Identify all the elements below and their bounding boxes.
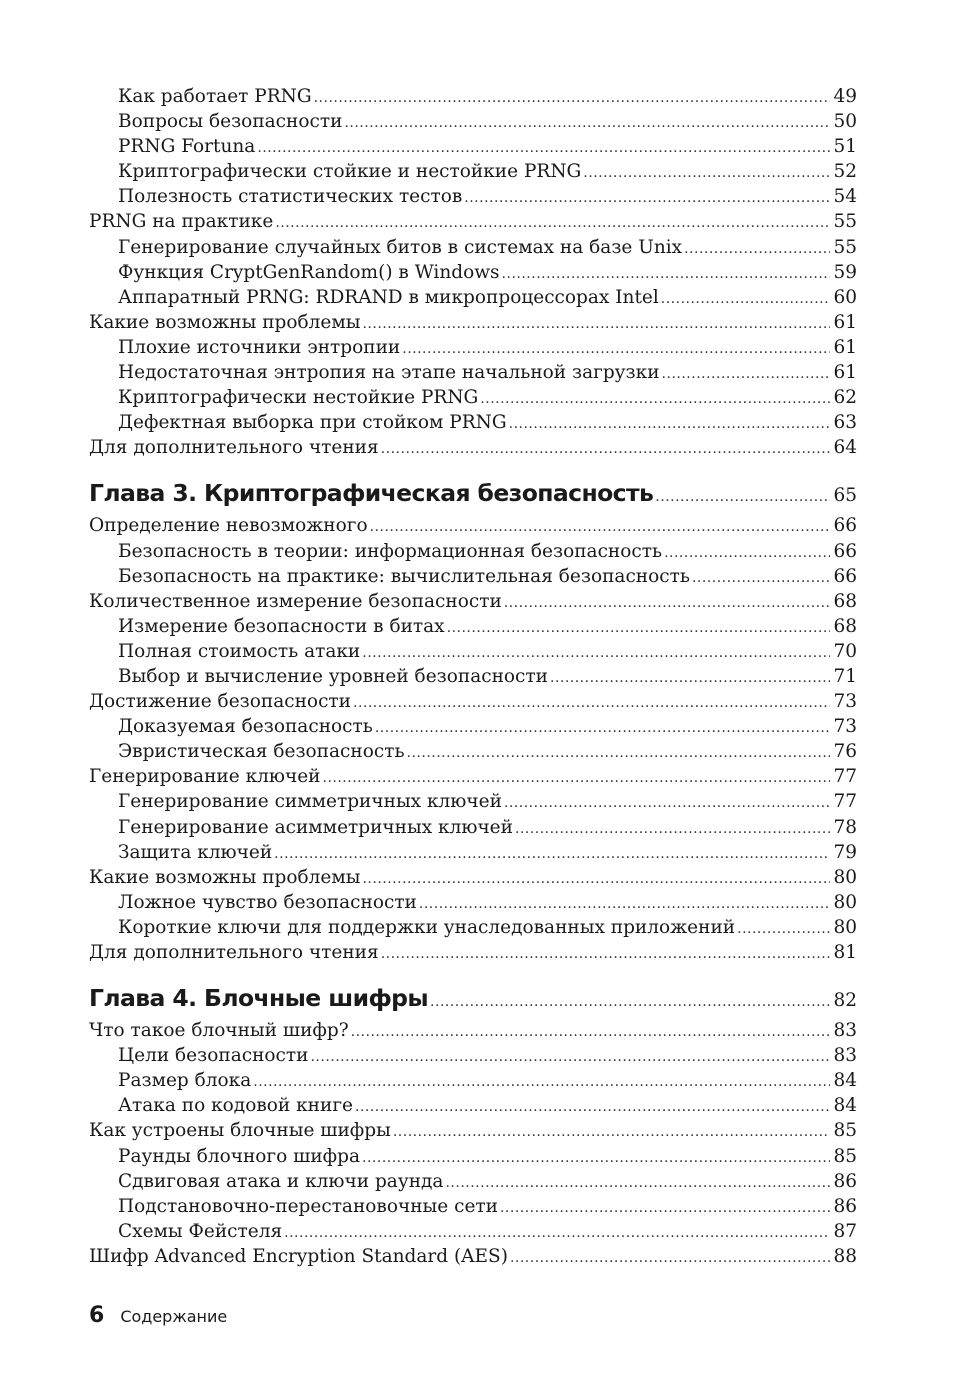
toc-entry-title: Раунды блочного шифра bbox=[118, 1145, 361, 1167]
toc-entry-title: Для дополнительного чтения bbox=[89, 942, 379, 963]
dot-leader bbox=[480, 387, 830, 412]
dot-leader bbox=[362, 312, 830, 337]
toc-entry-page: 49 bbox=[833, 86, 857, 107]
dot-leader bbox=[407, 741, 831, 766]
toc-entry-page: 80 bbox=[833, 916, 857, 938]
toc-entry-page: 54 bbox=[833, 186, 857, 208]
toc-entry bbox=[89, 614, 857, 639]
toc-entry-page: 78 bbox=[833, 816, 857, 838]
dot-leader bbox=[655, 480, 830, 515]
toc-entry-title: Для дополнительного чтения bbox=[89, 437, 379, 459]
dot-leader bbox=[445, 1171, 830, 1196]
toc-entry-page: 51 bbox=[833, 136, 857, 158]
toc-entry-page: 79 bbox=[833, 841, 857, 863]
dot-leader bbox=[692, 566, 831, 591]
toc-entry bbox=[89, 1068, 857, 1093]
dot-leader bbox=[381, 942, 831, 967]
toc-entry-title: Доказуемая безопасность bbox=[118, 716, 373, 738]
toc-entry-page: 80 bbox=[833, 866, 857, 888]
toc-entry-title: Как работает PRNG bbox=[118, 86, 312, 107]
toc-entry bbox=[89, 335, 857, 360]
toc-entry bbox=[89, 260, 857, 285]
toc-entry-page: 66 bbox=[833, 515, 857, 537]
toc-entry-title: Измерение безопасности в битах bbox=[118, 615, 445, 637]
dot-leader bbox=[502, 262, 831, 287]
toc-entry bbox=[89, 639, 857, 664]
toc-entry bbox=[89, 1093, 857, 1118]
toc-entry-title: Глава 3. Криптографическая безопасность bbox=[89, 479, 654, 508]
dot-leader bbox=[370, 515, 831, 540]
toc-entry-page: 76 bbox=[833, 741, 857, 763]
dot-leader bbox=[464, 186, 830, 211]
toc-entry-title: Полная стоимость атаки bbox=[118, 640, 361, 662]
toc-entry-title: Генерирование симметричных ключей bbox=[118, 791, 502, 813]
toc-entry-title: Короткие ключи для поддержки унаследованных приложений bbox=[118, 916, 736, 938]
toc-entry-page: 84 bbox=[833, 1070, 857, 1092]
page-number: 6 bbox=[89, 1303, 105, 1328]
toc-entry-title: Количественное измерение безопасности bbox=[89, 590, 502, 612]
toc-entry-title: Атака по кодовой книге bbox=[118, 1095, 353, 1117]
toc-entry-page: 50 bbox=[833, 111, 857, 133]
dot-leader bbox=[375, 716, 831, 741]
toc-entry bbox=[89, 865, 857, 890]
toc-entry-title: Что такое блочный шифр? bbox=[89, 1020, 349, 1042]
toc-entry-title: Как устроены блочные шифры bbox=[89, 1120, 391, 1142]
toc-entry bbox=[89, 915, 857, 940]
toc-entry bbox=[89, 940, 857, 965]
dot-leader bbox=[310, 1045, 830, 1070]
toc-entry bbox=[89, 789, 857, 814]
toc-entry-title: Защита ключей bbox=[118, 841, 273, 863]
toc-entry-page: 80 bbox=[833, 891, 857, 913]
dot-leader bbox=[430, 985, 830, 1020]
toc-entry-page: 60 bbox=[833, 286, 857, 308]
dot-leader bbox=[353, 691, 830, 716]
toc-entry-page: 68 bbox=[833, 590, 857, 612]
dot-leader bbox=[381, 437, 831, 462]
toc-entry-title: Безопасность в теории: информационная безопасность bbox=[118, 540, 663, 562]
toc-entry-title: Генерирование ключей bbox=[89, 766, 321, 788]
dot-leader bbox=[504, 591, 831, 616]
dot-leader bbox=[684, 237, 830, 262]
toc-entry-page: 71 bbox=[833, 665, 857, 687]
toc-entry-title: Схемы Фейстеля bbox=[118, 1220, 283, 1242]
toc-entry bbox=[89, 564, 857, 589]
toc-entry-page: 62 bbox=[833, 387, 857, 409]
toc-entry-title: Криптографически нестойкие PRNG bbox=[118, 387, 479, 409]
toc-entry-title: PRNG на практике bbox=[89, 211, 274, 233]
toc-entry-page: 63 bbox=[833, 412, 857, 434]
toc-entry bbox=[89, 840, 857, 865]
toc-entry-page: 81 bbox=[833, 942, 857, 963]
toc-entry-title: Вопросы безопасности bbox=[118, 111, 343, 133]
dot-leader bbox=[550, 666, 830, 691]
toc-entry-title: Ложное чувство безопасности bbox=[118, 891, 417, 913]
dot-leader bbox=[500, 1196, 830, 1221]
toc-entry-page: 85 bbox=[833, 1145, 857, 1167]
table-of-contents bbox=[89, 84, 857, 1269]
toc-entry bbox=[89, 664, 857, 689]
dot-leader bbox=[284, 1221, 830, 1246]
toc-entry bbox=[89, 84, 857, 109]
toc-entry-title: PRNG Fortuna bbox=[118, 136, 256, 158]
toc-entry bbox=[89, 1118, 857, 1143]
toc-entry bbox=[89, 1043, 857, 1068]
toc-entry-page: 61 bbox=[833, 362, 857, 384]
dot-leader bbox=[323, 766, 831, 791]
dot-leader bbox=[275, 211, 830, 236]
toc-entry bbox=[89, 589, 857, 614]
dot-leader bbox=[583, 161, 830, 186]
toc-entry-page: 87 bbox=[833, 1220, 857, 1242]
toc-entry bbox=[89, 1244, 857, 1269]
toc-entry-title: Размер блока bbox=[118, 1070, 252, 1092]
toc-entry-page: 66 bbox=[833, 565, 857, 587]
dot-leader bbox=[662, 362, 831, 387]
dot-leader bbox=[253, 1070, 830, 1095]
toc-entry-page: 65 bbox=[833, 485, 857, 507]
toc-entry bbox=[89, 134, 857, 159]
toc-entry-title: Генерирование асимметричных ключей bbox=[118, 816, 513, 838]
toc-entry bbox=[89, 109, 857, 134]
toc-entry-page: 86 bbox=[833, 1195, 857, 1217]
toc-entry-page: 68 bbox=[833, 615, 857, 637]
toc-entry-title: Генерирование случайных битов в системах на базе Unix bbox=[118, 236, 683, 258]
toc-entry-page: 83 bbox=[833, 1020, 857, 1042]
dot-leader bbox=[355, 1095, 830, 1120]
dot-leader bbox=[362, 641, 830, 666]
dot-leader bbox=[351, 1020, 831, 1045]
toc-entry-title: Плохие источники энтропии bbox=[118, 336, 401, 358]
toc-entry-page: 66 bbox=[833, 540, 857, 562]
toc-entry bbox=[89, 689, 857, 714]
dot-leader bbox=[447, 616, 831, 641]
dot-leader bbox=[509, 412, 831, 437]
toc-entry-title: Безопасность на практике: вычислительная безопасность bbox=[118, 565, 690, 587]
toc-entry-page: 73 bbox=[833, 716, 857, 738]
page-footer bbox=[89, 1303, 227, 1328]
toc-entry-page: 55 bbox=[833, 211, 857, 233]
toc-entry-page: 70 bbox=[833, 640, 857, 662]
dot-leader bbox=[393, 1120, 831, 1145]
toc-entry-page: 64 bbox=[833, 437, 857, 459]
toc-entry bbox=[89, 1194, 857, 1219]
toc-entry bbox=[89, 310, 857, 335]
toc-entry-page: 55 bbox=[833, 236, 857, 258]
toc-entry-page: 61 bbox=[833, 311, 857, 333]
toc-entry-title: Глава 4. Блочные шифры bbox=[89, 984, 429, 1013]
dot-leader bbox=[344, 111, 830, 136]
toc-entry-page: 82 bbox=[833, 990, 857, 1012]
toc-entry-page: 83 bbox=[833, 1045, 857, 1067]
toc-entry bbox=[89, 539, 857, 564]
toc-entry-title: Аппаратный PRNG: RDRAND в микропроцессорах Intel bbox=[118, 286, 659, 308]
toc-entry-page: 52 bbox=[833, 161, 857, 183]
toc-entry bbox=[89, 890, 857, 915]
toc-entry-title: Какие возможны проблемы bbox=[89, 866, 361, 888]
toc-entry-title: Дефектная выборка при стойком PRNG bbox=[118, 412, 507, 434]
toc-entry-title: Функция CryptGenRandom() в Windows bbox=[118, 261, 500, 283]
dot-leader bbox=[737, 917, 830, 942]
dot-leader bbox=[664, 541, 830, 566]
toc-chapter-heading bbox=[89, 981, 857, 1016]
toc-entry bbox=[89, 1018, 857, 1043]
toc-entry-title: Недостаточная энтропия на этапе начальной загрузки bbox=[118, 362, 660, 384]
toc-entry bbox=[89, 209, 857, 234]
toc-entry bbox=[89, 513, 857, 538]
toc-entry-page: 85 bbox=[833, 1120, 857, 1142]
toc-entry-title: Цели безопасности bbox=[118, 1045, 309, 1067]
toc-entry-page: 86 bbox=[833, 1170, 857, 1192]
toc-entry bbox=[89, 159, 857, 184]
toc-entry-page: 77 bbox=[833, 791, 857, 813]
toc-entry bbox=[89, 360, 857, 385]
dot-leader bbox=[661, 287, 831, 312]
toc-entry bbox=[89, 1219, 857, 1244]
toc-entry-title: Выбор и вычисление уровней безопасности bbox=[118, 665, 548, 687]
toc-entry bbox=[89, 1144, 857, 1169]
toc-entry bbox=[89, 739, 857, 764]
dot-leader bbox=[510, 1246, 831, 1271]
toc-entry-title: Шифр Advanced Encryption Standard (AES) bbox=[89, 1245, 508, 1267]
dot-leader bbox=[515, 817, 831, 842]
toc-entry-page: 77 bbox=[833, 766, 857, 788]
toc-entry bbox=[89, 184, 857, 209]
toc-entry-page: 84 bbox=[833, 1095, 857, 1117]
toc-chapter-heading bbox=[89, 476, 857, 511]
dot-leader bbox=[257, 136, 830, 161]
toc-entry-title: Достижение безопасности bbox=[89, 691, 351, 713]
toc-entry-page: 61 bbox=[833, 336, 857, 358]
toc-entry bbox=[89, 815, 857, 840]
dot-leader bbox=[419, 892, 831, 917]
toc-entry bbox=[89, 285, 857, 310]
toc-entry-page: 73 bbox=[833, 691, 857, 713]
dot-leader bbox=[362, 867, 830, 892]
toc-entry bbox=[89, 1169, 857, 1194]
toc-entry bbox=[89, 764, 857, 789]
toc-entry-title: Криптографически стойкие и нестойкие PRNG bbox=[118, 161, 582, 183]
dot-leader bbox=[504, 791, 831, 816]
toc-entry-page: 88 bbox=[833, 1245, 857, 1267]
toc-entry-title: Какие возможны проблемы bbox=[89, 311, 361, 333]
toc-entry-page: 59 bbox=[833, 261, 857, 283]
dot-leader bbox=[314, 86, 831, 111]
dot-leader bbox=[402, 337, 830, 362]
toc-entry-title: Определение невозможного bbox=[89, 515, 368, 537]
toc-entry bbox=[89, 410, 857, 435]
dot-leader bbox=[362, 1146, 830, 1171]
running-header-label: Содержание bbox=[120, 1307, 228, 1326]
toc-entry-title: Полезность статистических тестов bbox=[118, 186, 463, 208]
dot-leader bbox=[274, 842, 830, 867]
toc-entry bbox=[89, 714, 857, 739]
toc-entry-title: Сдвиговая атака и ключи раунда bbox=[118, 1170, 444, 1192]
toc-entry bbox=[89, 435, 857, 460]
toc-entry bbox=[89, 235, 857, 260]
toc-entry-title: Эвристическая безопасность bbox=[118, 741, 405, 763]
toc-entry-title: Подстановочно-перестановочные сети bbox=[118, 1195, 498, 1217]
toc-entry bbox=[89, 385, 857, 410]
